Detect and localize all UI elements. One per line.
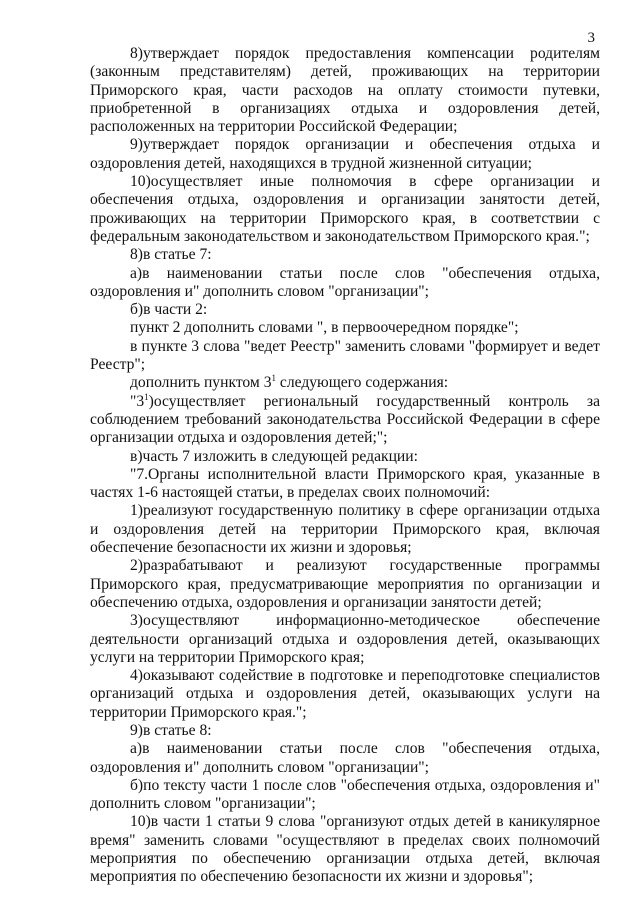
superscript: 1 bbox=[271, 373, 276, 384]
paragraph-supplement bbox=[90, 374, 600, 392]
text-segment: "3 bbox=[130, 392, 145, 410]
superscript: 1 bbox=[144, 391, 149, 402]
paragraph: 8)в статье 7: bbox=[130, 246, 212, 264]
paragraph: 4)оказывают содействие в подготовке и переподготовке специалистов организаций отдыха и оздоровления детей, оказывающих услуги на территории Приморского края."; bbox=[90, 667, 600, 721]
paragraph: 10)осуществляет иные полномочия в сфере организации и обеспечения отдыха, оздоровления и организации занятости детей, проживающих на территории Приморского края, в соответствии с федеральным законодательством и законодательством Приморского края."; bbox=[90, 173, 600, 245]
text-segment: следующего содержания: bbox=[276, 374, 449, 392]
paragraph: а)в наименовании статьи после слов "обеспечения отдыха, оздоровления и" дополнить словом "организации"; bbox=[90, 264, 600, 300]
text-segment: дополнить пунктом 3 bbox=[130, 374, 272, 392]
paragraph-point bbox=[90, 393, 600, 448]
paragraph: в)часть 7 изложить в следующей редакции: bbox=[130, 447, 418, 465]
paragraph: 2)разрабатывают и реализуют государственные программы Приморского края, предусматривающие мероприятия по организации и обеспечению отдыха, оздоровления и организации занятости детей; bbox=[90, 557, 600, 611]
paragraph: "7.Органы исполнительной власти Приморского края, указанные в частях 1-6 настоящей статьи, в пределах своих полномочий: bbox=[90, 465, 600, 502]
paragraph: 1)реализуют государственную политику в сфере организации отдыха и оздоровления детей на территории Приморского края, включая обеспечение безопасности их жизни и здоровья; bbox=[90, 502, 600, 557]
page-number: 3 bbox=[587, 30, 595, 46]
document-body bbox=[90, 45, 600, 887]
text-segment: )осуществляет региональный государственный контроль за соблюдением требований законодательства Российской Федерации в сфере организации отдыха и оздоровления детей;"; bbox=[90, 392, 600, 447]
paragraph: 9)утверждает порядок организации и обеспечения отдыха и оздоровления детей, находящихся в трудной жизненной ситуации; bbox=[90, 136, 600, 172]
paragraph: а)в наименовании статьи после слов "обеспечения отдыха, оздоровления и" дополнить словом "организации"; bbox=[90, 740, 600, 776]
paragraph: 3)осуществляют информационно-методическое обеспечение деятельности организаций отдыха и оздоровления детей, оказывающих услуги на территории Приморского края; bbox=[90, 612, 600, 666]
paragraph: б)в части 2: bbox=[130, 301, 208, 319]
paragraph: пункт 2 дополнить словами ", в первоочередном порядке"; bbox=[130, 319, 519, 337]
paragraph: 8)утверждает порядок предоставления компенсации родителям (законным представителям) детей, проживающих на территории Приморского края, части расходов на оплату стоимости путевки, приобретенной в организациях отдыха и оздоровления детей, расположенных на территории Российской Федерации; bbox=[90, 45, 600, 136]
paragraph: 10)в части 1 статьи 9 слова "организуют отдых детей в каникулярное время" заменить словами "осуществляют в пределах своих полномочий мероприятия по обеспечению организации отдыха детей, включая мероприятия по обеспечению безопасности их жизни и здоровья"; bbox=[90, 813, 600, 886]
paragraph: в пункте 3 слова "ведет Реестр" заменить словами "формирует и ведет Реестр"; bbox=[90, 337, 600, 374]
paragraph: б)по тексту части 1 после слов "обеспечения отдыха, оздоровления и" дополнить словом "организации"; bbox=[90, 776, 600, 813]
paragraph: 9)в статье 8: bbox=[130, 721, 212, 739]
